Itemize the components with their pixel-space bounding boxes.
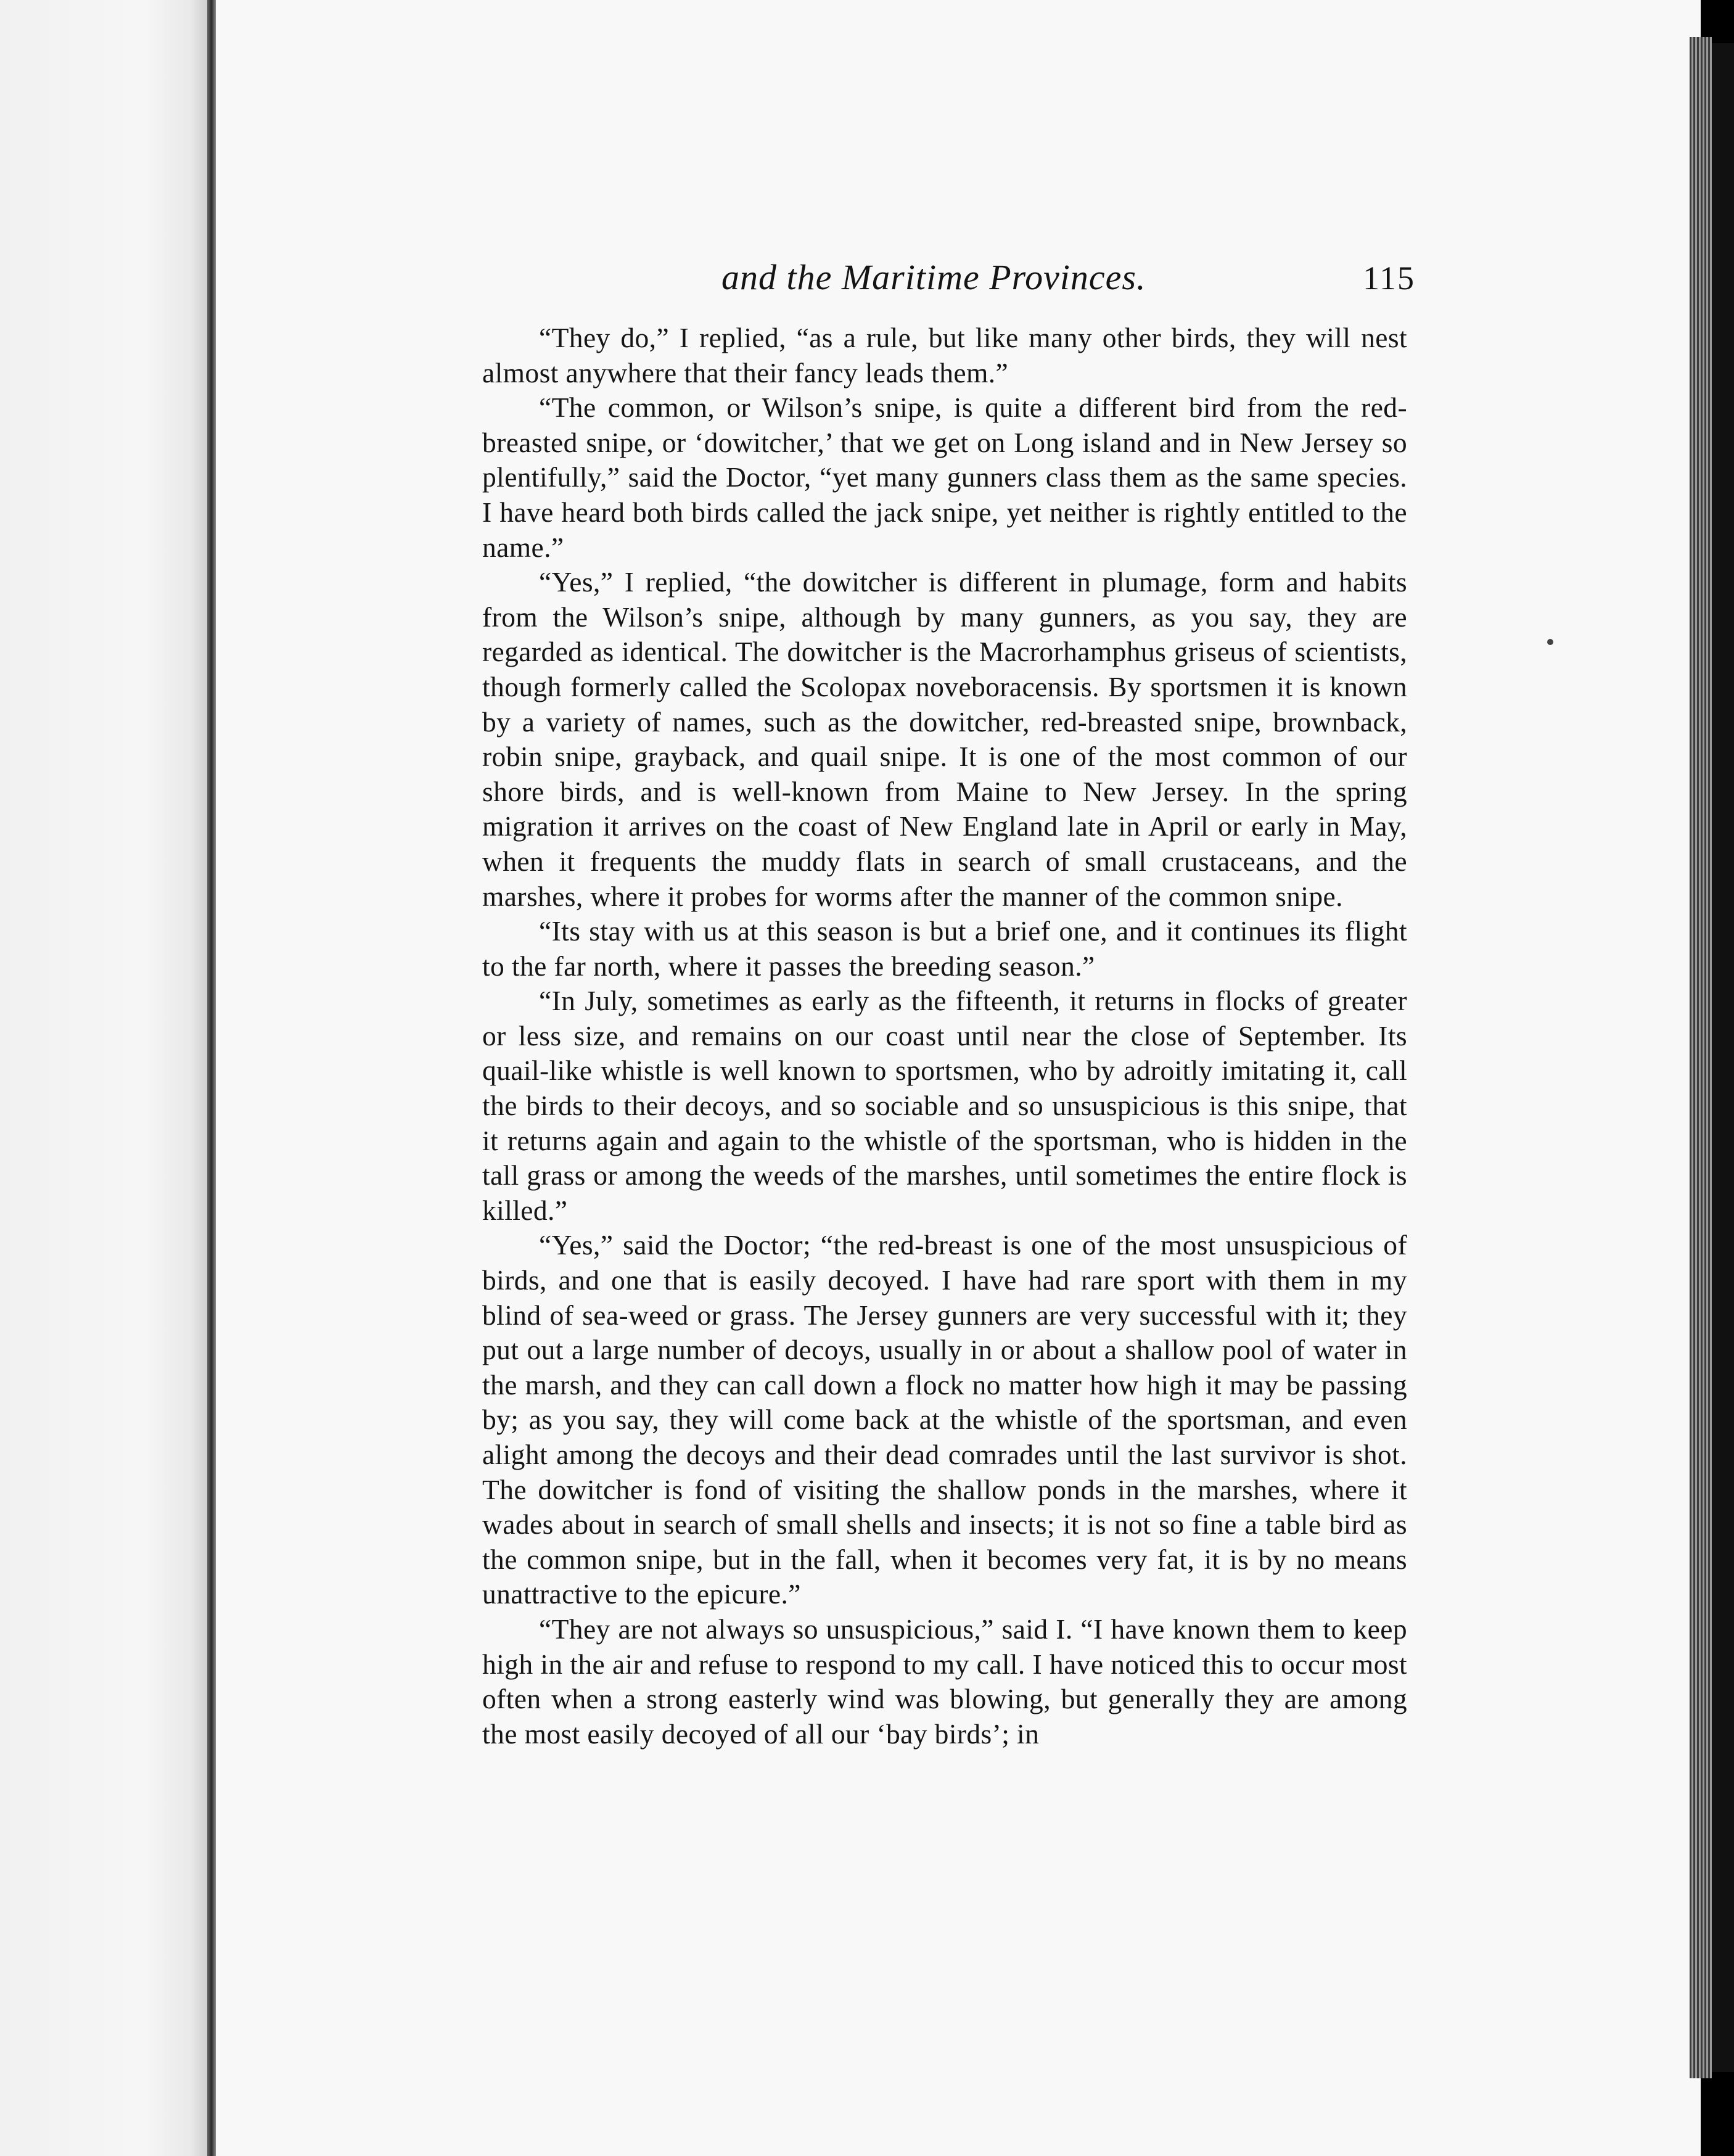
gutter-shadow (207, 0, 216, 2156)
paragraph: “In July, sometimes as early as the fifteenth, it returns in flocks of greater or less size, and remains on our coast until near the close of September. Its quail-like whistle is well known to sportsmen, who by adroitly imitating it, call the birds to their decoys, and so sociable and so unsuspicious is this snipe, that it returns again and again to the whistle of the sportsman, who is hidden in the tall grass or among the weeds of the marshes, until sometimes the entire flock is killed.” (482, 985, 1407, 1226)
page-number: 115 (1363, 260, 1415, 297)
paragraph: “Yes,” said the Doctor; “the red-breast is one of the most unsuspicious of birds, and one that is easily decoyed. I have had rare sport with them in my blind of sea-weed or grass. The Jersey gunners are very successful with it; they put out a large number of decoys, usually in or about a shallow pool of water in the marsh, and they can call down a flock no matter how high it may be passing by; as you say, they will come back at the whistle of the sportsman, and even alight among the decoys and their dead comrades until the last survivor is shot. The dowitcher is fond of visiting the shallow ponds in the marshes, where it wades about in search of small shells and insects; it is not so fine a table bird as the common snipe, but in the fall, when it becomes very fat, it is by no means unattractive to the epicure.” (482, 1229, 1407, 1610)
body-text (482, 321, 1407, 1751)
page-speck (1547, 639, 1553, 645)
paragraph: “The common, or Wilson’s snipe, is quite a different bird from the red-breasted snipe, or ‘dowitcher,’ that we get on Long island and in New Jersey so plentifully,” said the Doctor, “yet many gunners class them as the same species. I have heard both birds called the jack snipe, yet neither is rightly entitled to the name.” (482, 392, 1407, 563)
page-stack-edge (1690, 37, 1712, 2078)
running-head: and the Maritime Provinces. (721, 257, 1146, 297)
scan-border (1712, 43, 1734, 2072)
paragraph: “They are not always so unsuspicious,” said I. “I have known them to keep high in the air and refuse to respond to my call. I have noticed this to occur most often when a strong easterly wind was blowing, but generally they are among the most easily decoyed of all our ‘bay birds’; in (482, 1613, 1407, 1750)
paragraph: “Its stay with us at this season is but a brief one, and it continues its flight to the far north, where it passes the breeding season.” (482, 915, 1407, 982)
paragraph: “Yes,” I replied, “the dowitcher is different in plumage, form and habits from the Wilson’s snipe, although by many gunners, as you say, they are regarded as identical. The dowitcher is the Macrorhamphus griseus of scientists, though formerly called the Scolopax noveboracensis. By sportsmen it is known by a variety of names, such as the dowitcher, red-breasted snipe, brownback, robin snipe, grayback, and quail snipe. It is one of the most common of our shore birds, and is well-known from Maine to New Jersey. In the spring migration it arrives on the coast of New England late in April or early in May, when it frequents the muddy flats in search of small crustaceans, and the marshes, where it probes for worms after the manner of the common snipe. (482, 566, 1407, 912)
left-page-edge (0, 0, 207, 2156)
paragraph: “They do,” I replied, “as a rule, but like many other birds, they will nest almost anywhere that their fancy leads them.” (482, 322, 1407, 389)
